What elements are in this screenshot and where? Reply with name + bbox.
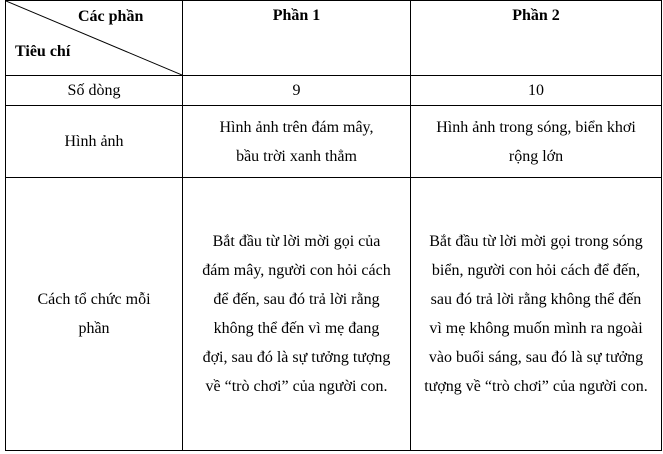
- table-row: [6, 76, 662, 106]
- column-header-part1: Phần 1: [183, 1, 411, 76]
- table-row: [6, 178, 662, 451]
- table-row: [6, 106, 662, 178]
- part1-cell: 9: [183, 76, 411, 106]
- criterion-cell: Hình ảnh: [6, 106, 183, 178]
- corner-bottom-label: Tiêu chí: [15, 43, 71, 60]
- criterion-cell: Số dòng: [6, 76, 183, 106]
- part2-cell: Bắt đầu từ lời mời gọi trong sóng biển, người con hỏi cách để đến, sau đó trả lời rằng không thể đến vì mẹ không muốn mình ra ngoài vào buổi sáng, sau đó là sự tưởng tượng về “trò chơi” của người con.: [411, 178, 662, 451]
- part2-cell: 10: [411, 76, 662, 106]
- part1-cell: Hình ảnh trên đám mây, bầu trời xanh thẳm: [183, 106, 411, 178]
- corner-top-label: Các phần: [78, 8, 144, 25]
- part2-cell: Hình ảnh trong sóng, biển khơi rộng lớn: [411, 106, 662, 178]
- comparison-table: [5, 0, 662, 451]
- part1-cell: Bắt đầu từ lời mời gọi của đám mây, người con hỏi cách để đến, sau đó trả lời rằng không thể đến vì mẹ đang đợi, sau đó là sự tưởng tượng về “trò chơi” của người con.: [183, 178, 411, 451]
- column-header-part2: Phần 2: [411, 1, 662, 76]
- criterion-cell: Cách tổ chức mỗi phần: [6, 178, 183, 451]
- corner-header-cell: [6, 1, 183, 76]
